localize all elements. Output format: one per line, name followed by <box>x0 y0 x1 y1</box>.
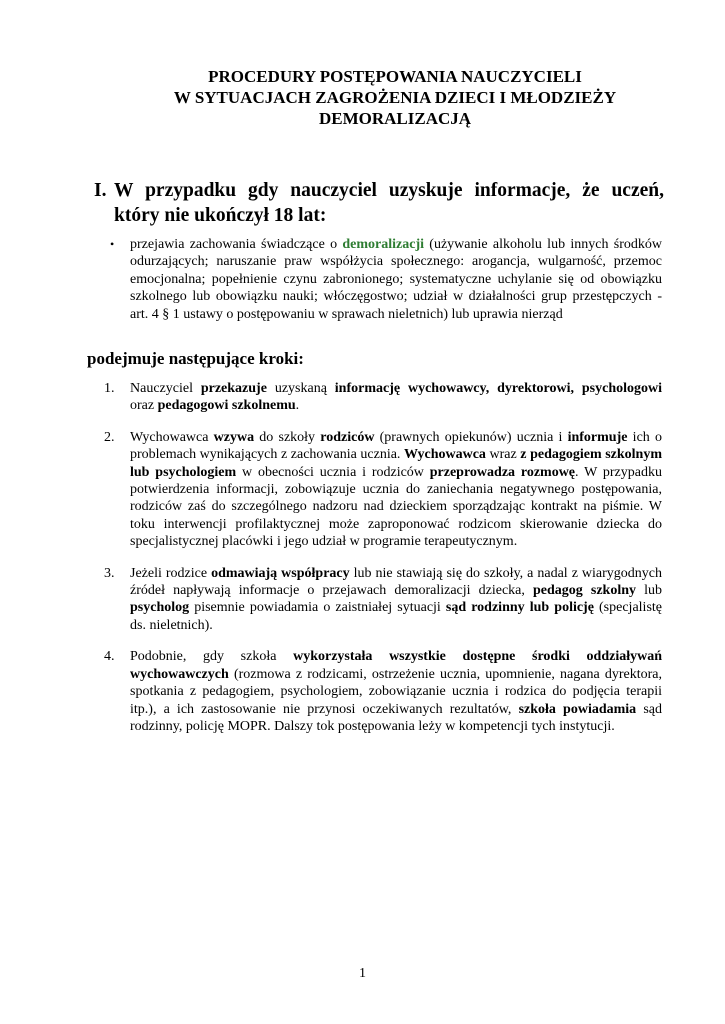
step-text-part: Wychowawca <box>130 429 214 445</box>
step-text-bold: odmawiają współpracy <box>211 565 350 581</box>
step-item <box>104 429 662 551</box>
bullet-highlight: demoralizacji <box>342 237 425 252</box>
step-item <box>104 648 662 735</box>
step-text-part: uzyskaną <box>266 381 335 396</box>
step-text-bold: z pedagogiem szkolnym lub psychologiem <box>130 447 662 480</box>
step-text-bold: pedagog szkolny <box>532 583 636 599</box>
bullet-icon: • <box>110 237 115 251</box>
step-item <box>104 565 662 635</box>
title-line-2: W SYTUACJACH ZAGROŻENIA DZIECI I MŁODZIEŻY <box>173 88 617 107</box>
step-text-part: (specjalistę ds. nieletnich). <box>130 600 662 633</box>
steps-heading: podejmuje następujące kroki: <box>87 349 304 368</box>
step-text-part: . <box>295 398 300 414</box>
step-text-part: lub nie stawiają się do szkoły, a nadal z wiarygodnych źródeł napływają informacje o przejawach demoralizacji dziecka, <box>130 565 662 599</box>
step-text-bold: pedagogowi szkolnemu <box>157 398 296 414</box>
step-text-part: wraz <box>485 447 521 463</box>
step-text-bold: Wychowawca <box>404 447 486 463</box>
step-text-bold: przeprowadza rozmowę <box>429 464 576 480</box>
step-text-part: do szkoły <box>254 429 321 445</box>
step-text-bold: informuje <box>567 429 628 445</box>
step-text-bold: rodziców <box>320 429 375 445</box>
step-text <box>130 648 662 735</box>
step-text-bold: psycholog <box>130 600 190 616</box>
bullet-text-post: (używanie alkoholu lub innych środków odurzających; naruszanie praw współżycia społecznego: arogancja, wulgarność, przemoc emocjonalna; popełnienie czynu zabronionego; systematyczne uchylanie się od obowiązku szkolnego lub obowiązku nauki; włóczęgostwo; udział w działalności grup przestępczych - art. 4 § 1 ustawy o postępowaniu w sprawach nieletnich) lub uprawia nierząd <box>130 237 662 322</box>
step-text-part: lub <box>636 583 662 599</box>
step-text-bold: wzywa <box>213 429 255 445</box>
step-text-bold: przekazuje <box>200 381 267 396</box>
step-text-part: (prawnych opiekunów) ucznia i <box>374 429 568 445</box>
step-text-bold: sąd rodzinny lub policję <box>445 600 594 616</box>
step-text <box>130 429 662 551</box>
step-number: 4. <box>104 649 115 665</box>
step-text-part: sąd rodzinny, policję MOPR. Dalszy tok postępowania leży w kompetencji tych instytucji. <box>130 701 662 734</box>
step-item <box>104 380 662 415</box>
step-text-bold: wykorzystała wszystkie dostępne środki oddziaływań wychowawczych <box>130 649 663 682</box>
step-text-part: ich o problemach wynikających z zachowania ucznia. <box>130 429 662 463</box>
step-text-part: . W przypadku potwierdzenia informacji, zobowiązuje ucznia do zaniechania negatywnego postępowania, rodziców zaś do szczególnego nadzoru nad dzieckiem sporządzając kontrakt na piśmie. W toku interwencji profilaktycznej może zaproponować rodzicom skierowanie dziecka do specjalistycznej placówki i jego udział w programie terapeutycznym. <box>130 464 662 550</box>
condition-bullet <box>110 236 662 323</box>
step-text-bold: szkoła powiadamia <box>518 701 637 717</box>
bullet-text <box>130 236 662 323</box>
step-text-part: w obecności ucznia i rodziców <box>236 464 430 480</box>
step-text <box>130 380 662 415</box>
step-text-part: (rozmowa z rodzicami, ostrzeżenie ucznia, upomnienie, nagana dyrektora, spotkania z pedagogiem, psychologiem, zobowiązanie ucznia i rodzica do podjęcia terapii itp.), a ich zastosowanie nie przynosi oczekiwanych rezultatów, <box>130 666 662 717</box>
step-number: 1. <box>104 381 115 396</box>
title-line-3: DEMORALIZACJĄ <box>318 109 472 128</box>
step-text-part: Podobnie, gdy szkoła <box>130 649 294 665</box>
steps-list <box>104 380 662 735</box>
title-line-1: PROCEDURY POSTĘPOWANIA NAUCZYCIELI <box>208 67 582 86</box>
step-text-part: Jeżeli rodzice <box>130 565 212 581</box>
step-text-part: oraz <box>130 398 158 414</box>
step-text <box>130 565 662 635</box>
step-text-part: Nauczyciel <box>130 381 201 396</box>
step-number: 3. <box>104 565 115 581</box>
bullet-text-pre: przejawia zachowania świadczące o <box>130 237 343 252</box>
document-title <box>100 66 690 129</box>
section-heading-text: W przypadku gdy nauczyciel uzyskuje informacje, że uczeń, który nie ukończył 18 lat: <box>114 180 664 226</box>
step-text-bold: informację wychowawcy, dyrektorowi, psychologowi <box>334 381 663 396</box>
section-number: I. <box>94 180 107 201</box>
step-text-part: pisemnie powiadamia o zaistniałej sytuacji <box>189 600 446 616</box>
step-number: 2. <box>104 429 115 445</box>
page-number: 1 <box>359 966 366 981</box>
section-heading <box>94 178 664 228</box>
